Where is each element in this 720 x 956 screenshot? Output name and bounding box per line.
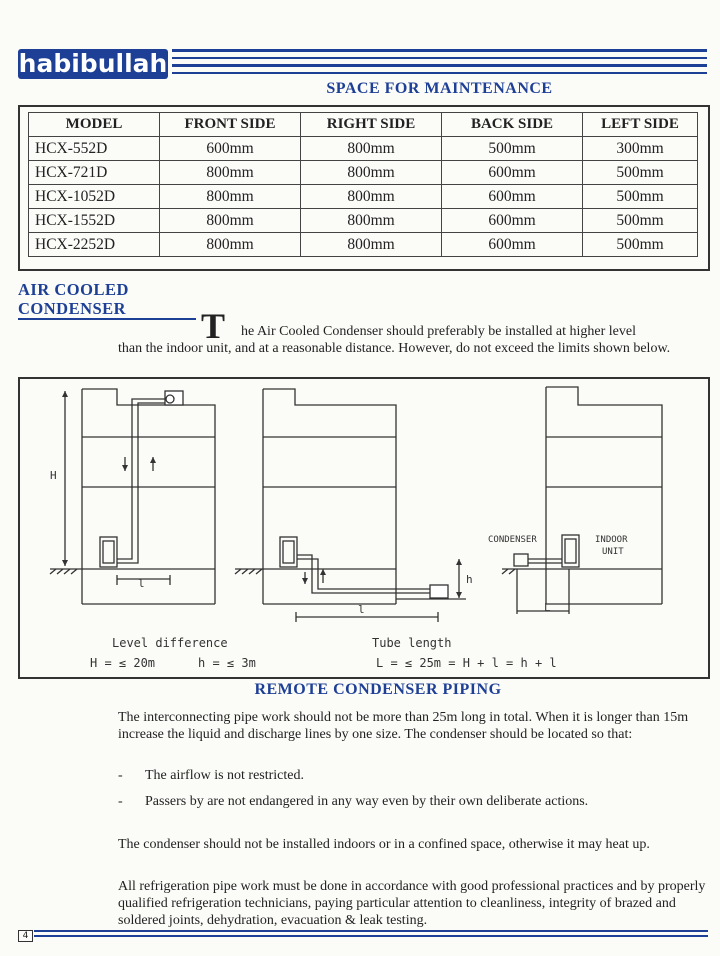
col-header-front: FRONT SIDE: [160, 113, 301, 137]
table-cell: 600mm: [442, 209, 583, 233]
table-cell: HCX-721D: [29, 161, 160, 185]
label-l-2: l: [358, 603, 365, 616]
col-header-right: RIGHT SIDE: [301, 113, 442, 137]
table-cell: 600mm: [442, 185, 583, 209]
intro-line-1: he Air Cooled Condenser should preferably be installed at higher level: [241, 324, 637, 339]
table-cell: HCX-1052D: [29, 185, 160, 209]
table-cell: HCX-552D: [29, 137, 160, 161]
col-header-back: BACK SIDE: [442, 113, 583, 137]
tube-caption: Tube length: [372, 636, 452, 650]
label-L: L: [544, 601, 551, 614]
table-cell: HCX-1552D: [29, 209, 160, 233]
bullet-item: [118, 767, 678, 784]
section-heading-air-cooled: [18, 280, 129, 318]
table-cell: 800mm: [301, 209, 442, 233]
table-cell: 800mm: [301, 233, 442, 257]
diagram-drawing: [20, 379, 708, 677]
page-title: SPACE FOR MAINTENANCE: [326, 80, 553, 97]
remote-paragraph-3: All refrigeration pipe work must be done in accordance with good professional practices and by properly qualified refrigeration technicians, paying particular attention to cleanliness, integrity of brazed and soldered joints, dehydration, evacuation & leak testing.: [118, 879, 706, 928]
intro-paragraph: [118, 323, 710, 357]
header-rules: [172, 49, 707, 79]
table-cell: 800mm: [301, 137, 442, 161]
footer-rules: [34, 930, 708, 940]
label-h: h: [466, 573, 473, 586]
label-condenser: CONDENSER: [488, 535, 537, 545]
table-cell: 500mm: [583, 209, 698, 233]
table-header-row: [29, 113, 698, 137]
bullet-item: [118, 793, 678, 810]
table-cell: 600mm: [442, 161, 583, 185]
intro-rest: than the indoor unit, and at a reasonable distance. However, do not exceed the limits shown below.: [118, 341, 671, 356]
table-cell: 300mm: [583, 137, 698, 161]
table-cell: 800mm: [301, 161, 442, 185]
table-row: [29, 233, 698, 257]
label-l-1: l: [138, 577, 145, 590]
tube-formula: L = ≤ 25m = H + l = h + l: [376, 656, 557, 670]
drop-cap: T: [201, 306, 226, 346]
bullet-dash: -: [118, 768, 123, 783]
table-cell: 600mm: [442, 233, 583, 257]
bullet-text: Passers by are not endangered in any way even by their own deliberate actions.: [145, 794, 589, 809]
label-H: H: [50, 469, 57, 482]
col-header-left: LEFT SIDE: [583, 113, 698, 137]
label-indoor: INDOOR: [595, 535, 628, 545]
col-header-model: MODEL: [29, 113, 160, 137]
bullet-dash: -: [118, 794, 123, 809]
table-cell: 800mm: [160, 185, 301, 209]
brand-logo: habibullah: [18, 49, 168, 78]
section-underline: [18, 318, 196, 320]
table-cell: 500mm: [583, 161, 698, 185]
table-cell: HCX-2252D: [29, 233, 160, 257]
level-caption: Level difference: [112, 636, 228, 650]
table-cell: 500mm: [442, 137, 583, 161]
heading-line: AIR COOLED: [18, 280, 129, 299]
section-heading-remote: REMOTE CONDENSER PIPING: [254, 681, 502, 698]
installation-diagram: [18, 377, 710, 679]
level-formula-h: h = ≤ 3m: [198, 656, 256, 670]
maintenance-table-frame: [18, 105, 710, 271]
table-cell: 800mm: [160, 233, 301, 257]
page-number: 4: [18, 930, 33, 942]
bullet-text: The airflow is not restricted.: [145, 768, 305, 783]
table-cell: 500mm: [583, 233, 698, 257]
table-cell: 800mm: [301, 185, 442, 209]
label-unit: UNIT: [602, 547, 624, 557]
table-cell: 800mm: [160, 209, 301, 233]
table-row: [29, 161, 698, 185]
table-row: [29, 185, 698, 209]
building-outline: [82, 389, 215, 604]
table-cell: 800mm: [160, 161, 301, 185]
heading-line: CONDENSER: [18, 299, 127, 318]
level-formula-H: H = ≤ 20m: [90, 656, 156, 670]
table-row: [29, 137, 698, 161]
table-cell: 600mm: [160, 137, 301, 161]
remote-paragraph-2: The condenser should not be installed indoors or in a confined space, otherwise it may heat up.: [118, 837, 650, 852]
remote-paragraph-1: The interconnecting pipe work should not be more than 25m long in total. When it is longer than 15m increase the liquid and discharge lines by one size. The condenser should be located so that:: [118, 710, 689, 742]
table-cell: 500mm: [583, 185, 698, 209]
table-row: [29, 209, 698, 233]
maintenance-table: [28, 112, 698, 257]
